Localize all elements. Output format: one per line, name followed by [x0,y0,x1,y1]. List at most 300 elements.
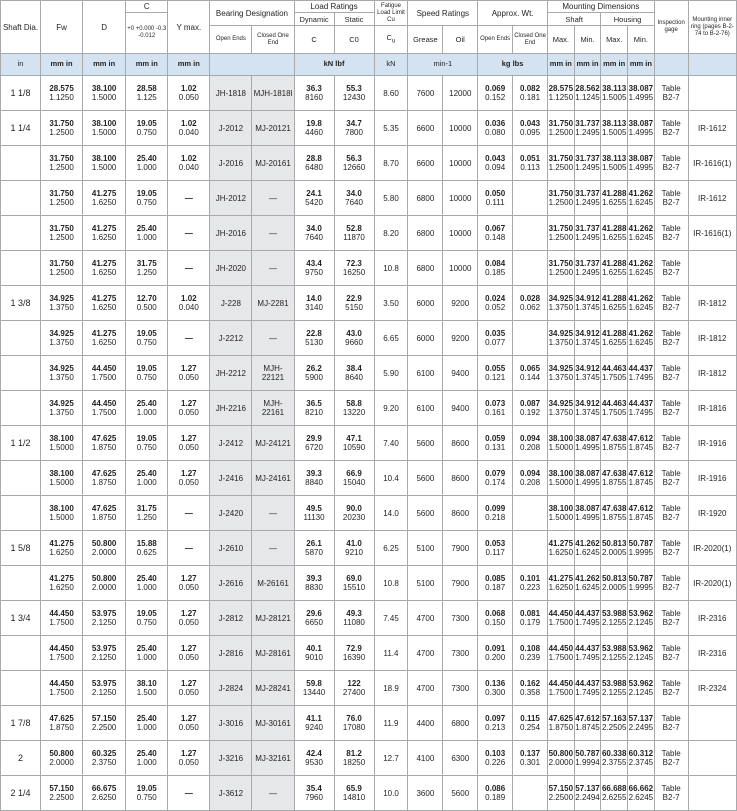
cell-stat [334,636,374,671]
dyn-mm: 39.3 [306,469,322,478]
cell-wc [513,776,548,811]
fw-in: 1.2500 [49,268,74,277]
cell-hmin [628,391,655,426]
fw-mm: 34.925 [49,294,74,303]
c-in: 0.625 [136,548,157,557]
header-shaft-max: Max. [548,26,575,54]
cell-fw [41,601,83,636]
smin-in: 1.6245 [575,548,600,557]
table-row [1,286,737,321]
cell-shaft [1,636,41,671]
cell-hmin [628,636,655,671]
unit-y: mm in [168,54,210,76]
header-grease: Grease [408,26,443,54]
cell-oil: 10000 [443,181,478,216]
cell-cu: 8.20 [374,216,408,251]
stat-mm: 58.8 [346,399,362,408]
d-mm: 44.450 [91,364,117,373]
table-header [1,1,737,76]
y-mm: — [184,193,193,203]
y-mm: 1.27 [181,574,197,583]
cell-cu: 8.70 [374,146,408,181]
cell-shaft: 2 1/4 [1,776,41,811]
cell-smax [548,706,575,741]
cell-wo [478,111,513,146]
cell-open: J-2824 [210,671,252,706]
cell-cu: 7.45 [374,601,408,636]
cell-grease: 5100 [408,566,443,601]
stat-mm: 66.9 [346,469,362,478]
fw-mm: 38.100 [49,504,74,513]
unit-housing-max: mm in [601,54,628,76]
cell-smin [574,251,601,286]
d-mm: 60.325 [91,749,117,758]
table-row [1,321,737,356]
smin-in: 1.3745 [575,303,600,312]
wc-mm: 0.094 [520,469,541,478]
cell-oil: 10000 [443,216,478,251]
cell-gage: Table B2-7 [654,706,688,741]
wo-in: 0.080 [485,128,506,137]
hmin-mm: 50.787 [628,539,654,548]
c-in: 1.000 [136,478,157,487]
cell-closed: — [252,496,294,531]
dyn-mm: 35.4 [306,784,322,793]
d-mm: 50.800 [91,539,117,548]
cell-fw [41,706,83,741]
hmax-mm: 38.113 [602,119,627,128]
cell-hmin [628,251,655,286]
cell-grease: 6000 [408,286,443,321]
cell-c [126,671,168,706]
cell-y [168,356,210,391]
d-in: 2.0000 [91,583,117,592]
cell-y [168,671,210,706]
y-mm: 1.27 [181,364,197,373]
cell-closed: M-26161 [252,566,294,601]
hmin-in: 2.1245 [628,688,654,697]
cell-closed: MJ-2281 [252,286,294,321]
cell-wo [478,496,513,531]
cell-d [83,706,126,741]
cell-wo [478,251,513,286]
wc-mm: 0.043 [520,119,541,128]
d-in: 2.1250 [91,688,117,697]
cell-hmax [601,496,628,531]
fw-in: 1.5000 [49,478,74,487]
cell-smin [574,321,601,356]
wo-in: 0.121 [485,373,506,382]
fw-mm: 41.275 [49,539,74,548]
cell-hmax [601,391,628,426]
cell-c [126,76,168,111]
wc-in: 0.223 [520,583,541,592]
cell-hmin [628,601,655,636]
cell-gage: Table B2-7 [654,76,688,111]
cell-smin [574,706,601,741]
cell-dyn [294,461,334,496]
smin-in: 1.2495 [575,233,600,242]
header-c-tolerance: +0 +0.000 -0.3 -0.012 [126,13,168,54]
d-in: 2.2500 [91,723,117,732]
cell-ir: IR-1616(1) [688,216,736,251]
c-in: 0.500 [136,303,157,312]
cell-y [168,566,210,601]
hmax-in: 1.6255 [601,198,627,207]
hmax-mm: 57.163 [601,714,627,723]
c-in: 1.000 [136,723,157,732]
wc-in: 0.254 [520,723,541,732]
cell-gage: Table B2-7 [654,636,688,671]
dyn-in: 9240 [305,723,323,732]
stat-in: 15040 [342,478,366,487]
cell-gage: Table B2-7 [654,601,688,636]
hmin-mm: 57.137 [628,714,654,723]
hmin-mm: 38.087 [628,119,654,128]
cell-cu: 10.0 [374,776,408,811]
hmin-in: 1.6245 [628,268,654,277]
fw-mm: 31.750 [49,259,74,268]
stat-mm: 22.9 [346,294,362,303]
c-mm: 31.75 [136,259,157,268]
stat-in: 16250 [342,268,366,277]
fw-mm: 57.150 [49,784,74,793]
stat-in: 27400 [342,688,366,697]
cell-oil: 9400 [443,391,478,426]
hmin-mm: 53.962 [628,679,654,688]
cell-open: JH-2212 [210,356,252,391]
cell-c [126,251,168,286]
wo-mm: 0.086 [485,784,506,793]
dyn-mm: 59.8 [306,679,322,688]
cell-open: JH-2016 [210,216,252,251]
d-mm: 53.975 [91,609,117,618]
fw-in: 1.7500 [49,653,74,662]
smax-in: 1.7500 [548,618,574,627]
cell-grease: 6800 [408,181,443,216]
wo-mm: 0.053 [485,539,506,548]
smax-mm: 28.575 [548,84,574,93]
stat-in: 7640 [345,198,363,207]
cell-hmin [628,181,655,216]
cell-smax [548,496,575,531]
cell-hmax [601,181,628,216]
hmax-in: 1.6255 [601,303,627,312]
c-in: 0.750 [136,618,157,627]
cell-dyn [294,671,334,706]
smax-in: 1.3750 [548,373,574,382]
wc-in: 0.208 [520,478,541,487]
cell-stat [334,286,374,321]
smin-mm: 34.912 [575,329,600,338]
smin-in: 1.4995 [575,443,600,452]
cell-ir: IR-1616(1) [688,146,736,181]
smax-mm: 50.800 [548,749,574,758]
y-in: 0.050 [178,618,199,627]
cell-grease: 6100 [408,356,443,391]
cell-wc [513,286,548,321]
wo-mm: 0.084 [485,259,506,268]
dyn-in: 5870 [305,548,323,557]
cell-y [168,391,210,426]
hmin-in: 2.6245 [628,793,654,802]
cell-oil: 6300 [443,741,478,776]
table-row [1,531,737,566]
cell-grease: 6600 [408,111,443,146]
smax-in: 1.2500 [548,198,574,207]
dyn-mm: 39.3 [306,574,322,583]
cell-c [126,146,168,181]
cell-wc [513,111,548,146]
hmax-in: 1.6255 [601,233,627,242]
smin-in: 1.2495 [575,268,600,277]
stat-in: 9660 [345,338,363,347]
cell-hmin [628,776,655,811]
cell-shaft [1,321,41,356]
cell-shaft: 1 1/8 [1,76,41,111]
cell-closed: — [252,531,294,566]
cell-stat [334,601,374,636]
header-wt-open: Open Ends [478,26,513,54]
fw-in: 1.1250 [49,93,74,102]
cell-grease: 4400 [408,706,443,741]
smax-mm: 57.150 [548,784,574,793]
cell-cu: 10.8 [374,566,408,601]
wo-in: 0.094 [485,163,506,172]
hmax-mm: 50.813 [601,574,627,583]
cell-y [168,321,210,356]
dyn-in: 7640 [305,233,323,242]
cell-c [126,181,168,216]
y-in: 0.050 [178,688,199,697]
stat-mm: 34.7 [346,119,362,128]
cell-y [168,706,210,741]
cell-closed: MJH-1818l [252,76,294,111]
cell-shaft [1,391,41,426]
header-fw: Fw [41,1,83,54]
hmin-mm: 53.962 [628,644,654,653]
hmax-mm: 41.288 [601,329,627,338]
wc-mm: 0.087 [520,399,541,408]
wo-mm: 0.097 [485,714,506,723]
units-row [1,54,737,76]
stat-in: 9210 [345,548,363,557]
cell-grease: 6000 [408,321,443,356]
table-row [1,776,737,811]
cell-smax [548,391,575,426]
hmax-in: 1.8755 [601,478,627,487]
cell-cu: 11.9 [374,706,408,741]
cell-wo [478,531,513,566]
cell-c [126,706,168,741]
stat-in: 8640 [345,373,363,382]
cell-wc [513,496,548,531]
smin-in: 1.2495 [575,163,600,172]
smin-in: 1.8745 [575,723,600,732]
cell-smax [548,181,575,216]
cell-wo [478,146,513,181]
stat-in: 17080 [342,723,366,732]
wo-in: 0.148 [485,233,506,242]
header-load-ratings: Load Ratings [294,1,374,13]
cell-d [83,531,126,566]
cell-fw [41,251,83,286]
cell-hmin [628,426,655,461]
cell-hmin [628,146,655,181]
c-in: 1.000 [136,408,157,417]
cell-closed: MJH-22121 [252,356,294,391]
y-in: 0.050 [178,443,199,452]
cell-dyn [294,741,334,776]
c-mm: 28.58 [136,84,157,93]
cell-c [126,741,168,776]
d-mm: 53.975 [91,679,117,688]
cell-ir [688,706,736,741]
smax-in: 1.7500 [548,688,574,697]
wo-mm: 0.103 [485,749,506,758]
d-mm: 41.275 [91,224,117,233]
fw-in: 1.7500 [49,618,74,627]
cell-hmax [601,321,628,356]
header-oil: Oil [443,26,478,54]
table-row [1,356,737,391]
cell-fw [41,146,83,181]
cell-closed: — [252,181,294,216]
hmax-mm: 60.338 [601,749,627,758]
smin-in: 1.6245 [575,583,600,592]
header-approx-wt: Approx. Wt. [478,1,548,26]
fw-mm: 38.100 [49,469,74,478]
unit-designation [210,54,294,76]
c-mm: 19.05 [136,119,157,128]
cell-shaft: 1 3/8 [1,286,41,321]
y-mm: 1.27 [181,434,197,443]
wc-mm: 0.081 [520,609,541,618]
cell-smin [574,216,601,251]
cell-closed: — [252,321,294,356]
cell-stat [334,321,374,356]
cell-shaft [1,496,41,531]
cell-hmax [601,356,628,391]
cell-hmin [628,741,655,776]
cell-open: J-3612 [210,776,252,811]
unit-c: mm in [126,54,168,76]
dyn-mm: 19.8 [306,119,322,128]
cell-hmax [601,426,628,461]
stat-mm: 72.9 [346,644,362,653]
header-static: Static [334,13,374,26]
hmax-in: 1.8755 [601,513,627,522]
cell-dyn [294,496,334,531]
y-mm: 1.02 [181,154,197,163]
cell-d [83,741,126,776]
stat-in: 12430 [342,93,366,102]
cell-oil: 9200 [443,286,478,321]
cell-wo [478,321,513,356]
cell-smax [548,286,575,321]
stat-mm: 34.0 [346,189,362,198]
smax-mm: 34.925 [548,329,574,338]
c-mm: 25.40 [136,469,157,478]
hmin-in: 1.8745 [628,513,654,522]
hmin-in: 1.4995 [628,128,654,137]
cell-gage: Table B2-7 [654,181,688,216]
cell-oil: 8600 [443,496,478,531]
stat-in: 15510 [342,583,366,592]
cell-fw [41,741,83,776]
d-in: 1.5000 [91,128,117,137]
dyn-in: 7960 [305,793,323,802]
smin-mm: 31.737 [575,189,600,198]
d-mm: 38.100 [91,119,117,128]
header-shaft-min: Min. [574,26,601,54]
wc-in: 0.358 [520,688,541,697]
cell-closed: MJ-32161 [252,741,294,776]
cell-hmax [601,671,628,706]
stat-mm: 43.0 [346,329,362,338]
cell-oil: 10000 [443,251,478,286]
d-in: 1.5000 [91,93,117,102]
y-mm: — [184,228,193,238]
stat-mm: 81.2 [346,749,362,758]
y-mm: 1.27 [181,399,197,408]
cell-oil: 7300 [443,601,478,636]
cell-ir: IR-1920 [688,496,736,531]
hmax-in: 2.1255 [601,653,627,662]
hmin-in: 1.6245 [628,338,654,347]
smin-in: 1.4995 [575,478,600,487]
cell-dyn [294,146,334,181]
dyn-in: 5130 [305,338,323,347]
smax-mm: 38.100 [548,469,574,478]
cell-closed: — [252,251,294,286]
stat-mm: 38.4 [346,364,362,373]
y-mm: 1.27 [181,469,197,478]
wo-in: 0.131 [485,443,506,452]
stat-mm: 122 [347,679,361,688]
hmin-in: 1.9995 [628,548,654,557]
cell-d [83,776,126,811]
header-closed-one-end: Closed One End [252,26,294,54]
dyn-in: 4460 [305,128,323,137]
c-in: 0.750 [136,198,157,207]
smax-in: 1.3750 [548,338,574,347]
stat-in: 5150 [345,303,363,312]
cell-gage: Table B2-7 [654,286,688,321]
hmin-in: 2.1245 [628,618,654,627]
cell-wc [513,636,548,671]
smax-in: 1.6250 [548,548,574,557]
smax-in: 1.1250 [548,93,574,102]
cell-hmin [628,566,655,601]
cell-y [168,426,210,461]
smin-mm: 41.262 [575,574,600,583]
smin-mm: 44.437 [575,644,600,653]
unit-shaft: in [1,54,41,76]
wc-in: 0.208 [520,443,541,452]
cell-cu: 9.20 [374,391,408,426]
cell-stat [334,496,374,531]
y-in: 0.050 [178,408,199,417]
header-c: C [126,1,168,13]
hmax-mm: 41.288 [601,259,627,268]
d-in: 1.8750 [91,513,117,522]
fw-in: 1.5000 [49,513,74,522]
cell-y [168,251,210,286]
fw-mm: 31.750 [49,119,74,128]
cell-oil: 8600 [443,461,478,496]
cell-d [83,356,126,391]
